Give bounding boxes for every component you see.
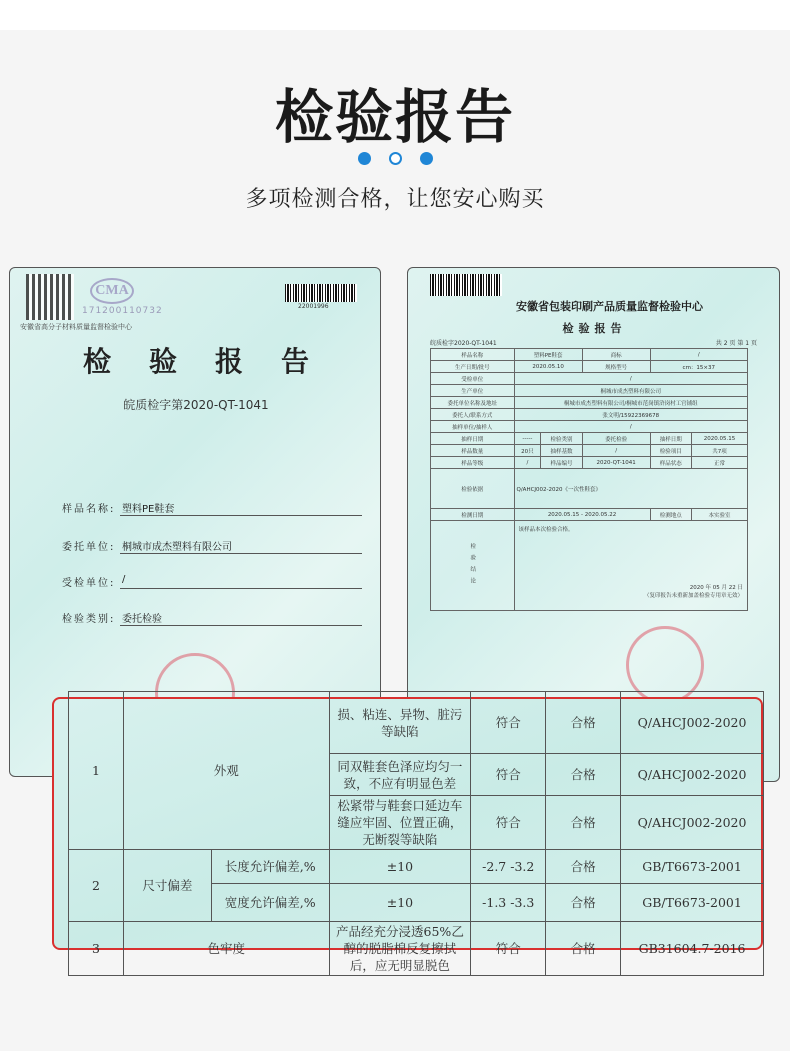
table-cell: 生产单位 bbox=[431, 385, 515, 397]
field-label: 受检单位: bbox=[62, 578, 116, 589]
table-cell: / bbox=[650, 349, 747, 361]
requirement-cell: ±10 bbox=[329, 850, 471, 884]
field-value: 塑料PE鞋套 bbox=[120, 500, 362, 516]
table-cell: 20只 bbox=[514, 445, 541, 457]
table-row bbox=[69, 850, 764, 884]
top-band bbox=[0, 0, 790, 30]
table-cell: 样品数量 bbox=[431, 445, 515, 457]
page-subtitle: 多项检测合格，让您安心购买 bbox=[245, 187, 545, 212]
table-cell: 塑料PE鞋套 bbox=[514, 349, 582, 361]
table-row bbox=[431, 521, 748, 611]
sub-item-name: 长度允许偏差,% bbox=[211, 850, 329, 884]
requirement-cell: 同双鞋套色泽应均匀一致，不应有明显色差 bbox=[329, 754, 471, 796]
table-cell: 2020-QT-1041 bbox=[582, 457, 650, 469]
conclusion-cell bbox=[514, 521, 748, 611]
result-cell: 符合 bbox=[471, 922, 546, 976]
field-value: 委托检验 bbox=[120, 610, 362, 626]
table-cell: 样品等级 bbox=[431, 457, 515, 469]
table-cell: 检验依据 bbox=[431, 469, 515, 509]
report-number: 皖质检字2020-QT-1041 bbox=[430, 340, 497, 347]
field-label: 样品名称: bbox=[62, 504, 116, 515]
report-title: 检验报告 bbox=[562, 322, 627, 335]
row-index: 1 bbox=[69, 692, 124, 850]
verdict-cell: 合格 bbox=[546, 884, 621, 922]
field-label: 检验类别: bbox=[62, 614, 116, 625]
sub-item-name: 宽度允许偏差,% bbox=[211, 884, 329, 922]
field-value: 桐城市成杰塑料有限公司 bbox=[120, 538, 362, 554]
qr-caption: 安徽省高分子材料质量监督检验中心 bbox=[20, 323, 132, 331]
table-cell: 样品名称 bbox=[431, 349, 515, 361]
table-cell: / bbox=[514, 421, 748, 433]
table-row bbox=[431, 373, 748, 385]
barcode-icon bbox=[430, 274, 502, 296]
result-cell: 符合 bbox=[471, 796, 546, 850]
cma-number: 171200110732 bbox=[82, 306, 163, 316]
conclusion-date: 2020 年 05 月 22 日 bbox=[689, 585, 743, 591]
table-cell: 委托人/联系方式 bbox=[431, 409, 515, 421]
table-row bbox=[431, 349, 748, 361]
barcode-number: 22001996 bbox=[298, 303, 329, 310]
table-row bbox=[431, 397, 748, 409]
requirement-cell: ±10 bbox=[329, 884, 471, 922]
table-cell: / bbox=[582, 445, 650, 457]
table-cell: 检测日期 bbox=[431, 509, 515, 521]
row-index: 2 bbox=[69, 850, 124, 922]
standard-cell: GB31604.7-2016 bbox=[621, 922, 764, 976]
table-cell: 桐城市成杰塑料有限公司/桐城市范岗镇浒岗村工官铺组 bbox=[514, 397, 748, 409]
table-cell: 委托检验 bbox=[582, 433, 650, 445]
qr-code-icon bbox=[26, 274, 74, 320]
requirement-cell: 损、粘连、异物、脏污等缺陷 bbox=[329, 692, 471, 754]
table-cell: 规格型号 bbox=[582, 361, 650, 373]
table-cell: ----- bbox=[514, 433, 541, 445]
table-cell: 2020.05.15 - 2020.05.22 bbox=[514, 509, 650, 521]
table-row bbox=[431, 457, 748, 469]
table-row bbox=[431, 469, 748, 509]
table-row bbox=[431, 385, 748, 397]
field-inspection-type bbox=[62, 610, 362, 626]
field-sample-name bbox=[62, 500, 362, 516]
stamp-note: （复印报告未重新加盖检验专用章无效） bbox=[643, 593, 743, 599]
cma-logo: CMA bbox=[90, 278, 134, 304]
table-cell: / bbox=[514, 373, 748, 385]
table-cell: 生产日期/批号 bbox=[431, 361, 515, 373]
table-cell: 商标 bbox=[582, 349, 650, 361]
standard-cell: GB/T6673-2001 bbox=[621, 884, 764, 922]
table-cell: 检验结论 bbox=[431, 521, 515, 611]
table-cell: 抽样日期 bbox=[431, 433, 515, 445]
table-row bbox=[431, 445, 748, 457]
table-cell: 受检单位 bbox=[431, 373, 515, 385]
table-cell: 样品状态 bbox=[650, 457, 691, 469]
result-cell: -2.7 -3.2 bbox=[471, 850, 546, 884]
report-info-table bbox=[430, 348, 748, 611]
barcode-icon bbox=[285, 284, 357, 302]
table-cell: / bbox=[514, 457, 541, 469]
field-inspected-unit bbox=[62, 574, 362, 589]
dot-active-icon bbox=[389, 152, 402, 165]
table-row bbox=[431, 361, 748, 373]
table-row bbox=[431, 509, 748, 521]
table-row bbox=[69, 692, 764, 754]
verdict-cell: 合格 bbox=[546, 796, 621, 850]
table-cell: 抽样单位/抽样人 bbox=[431, 421, 515, 433]
requirement-cell: 产品经充分浸透65%乙醇的脱脂棉反复擦拭后，应无明显脱色 bbox=[329, 922, 471, 976]
item-name: 色牢度 bbox=[123, 922, 329, 976]
report-number: 皖质检字第2020-QT-1041 bbox=[123, 398, 269, 412]
table-row bbox=[431, 409, 748, 421]
table-cell: cm：15×37 bbox=[650, 361, 747, 373]
page-count: 共 2 页 第 1 页 bbox=[715, 340, 757, 347]
table-row bbox=[431, 433, 748, 445]
verdict-cell: 合格 bbox=[546, 754, 621, 796]
table-cell: 样品编号 bbox=[541, 457, 582, 469]
field-label: 委托单位: bbox=[62, 542, 116, 553]
table-cell: 检测地点 bbox=[650, 509, 691, 521]
table-cell: 共7项 bbox=[691, 445, 747, 457]
table-row bbox=[69, 922, 764, 976]
table-cell: 抽样日期 bbox=[650, 433, 691, 445]
item-name: 外观 bbox=[123, 692, 329, 850]
report-title: 检验报告 bbox=[82, 345, 347, 378]
result-cell: 符合 bbox=[471, 692, 546, 754]
field-value: / bbox=[120, 574, 362, 589]
verdict-cell: 合格 bbox=[546, 850, 621, 884]
standard-cell: Q/AHCJ002-2020 bbox=[621, 796, 764, 850]
standard-cell: GB/T6673-2001 bbox=[621, 850, 764, 884]
dot-icon bbox=[358, 152, 371, 165]
result-cell: -1.3 -3.3 bbox=[471, 884, 546, 922]
table-row bbox=[431, 421, 748, 433]
table-cell: 抽样基数 bbox=[541, 445, 582, 457]
standard-cell: Q/AHCJ002-2020 bbox=[621, 754, 764, 796]
verdict-cell: 合格 bbox=[546, 692, 621, 754]
table-cell: 张文明/15922369678 bbox=[514, 409, 748, 421]
page-title: 检验报告 bbox=[274, 83, 515, 151]
table-cell: 委托单位名称及地址 bbox=[431, 397, 515, 409]
table-cell: 正常 bbox=[691, 457, 747, 469]
org-name: 安徽省包装印刷产品质量监督检验中心 bbox=[516, 300, 703, 313]
field-client bbox=[62, 538, 362, 554]
verdict-cell: 合格 bbox=[546, 922, 621, 976]
result-cell: 符合 bbox=[471, 754, 546, 796]
zoomed-results-panel bbox=[52, 697, 763, 973]
requirement-cell: 松紧带与鞋套口延边车缝应牢固、位置正确，无断裂等缺陷 bbox=[329, 796, 471, 850]
table-cell: 检验项目 bbox=[650, 445, 691, 457]
table-cell: Q/AHCJ002-2020《一次性鞋套》 bbox=[514, 469, 748, 509]
table-cell: 检验类别 bbox=[541, 433, 582, 445]
standard-cell: Q/AHCJ002-2020 bbox=[621, 692, 764, 754]
table-cell: 桐城市成杰塑料有限公司 bbox=[514, 385, 748, 397]
table-cell: 2020.05.15 bbox=[691, 433, 747, 445]
item-name: 尺寸偏差 bbox=[123, 850, 211, 922]
table-cell: 2020.05.10 bbox=[514, 361, 582, 373]
conclusion-text: 该样品本次检验合格。 bbox=[518, 527, 574, 533]
row-index: 3 bbox=[69, 922, 124, 976]
results-table bbox=[68, 691, 764, 976]
carousel-dots bbox=[0, 152, 790, 165]
table-cell: 本实验室 bbox=[691, 509, 747, 521]
dot-icon bbox=[420, 152, 433, 165]
